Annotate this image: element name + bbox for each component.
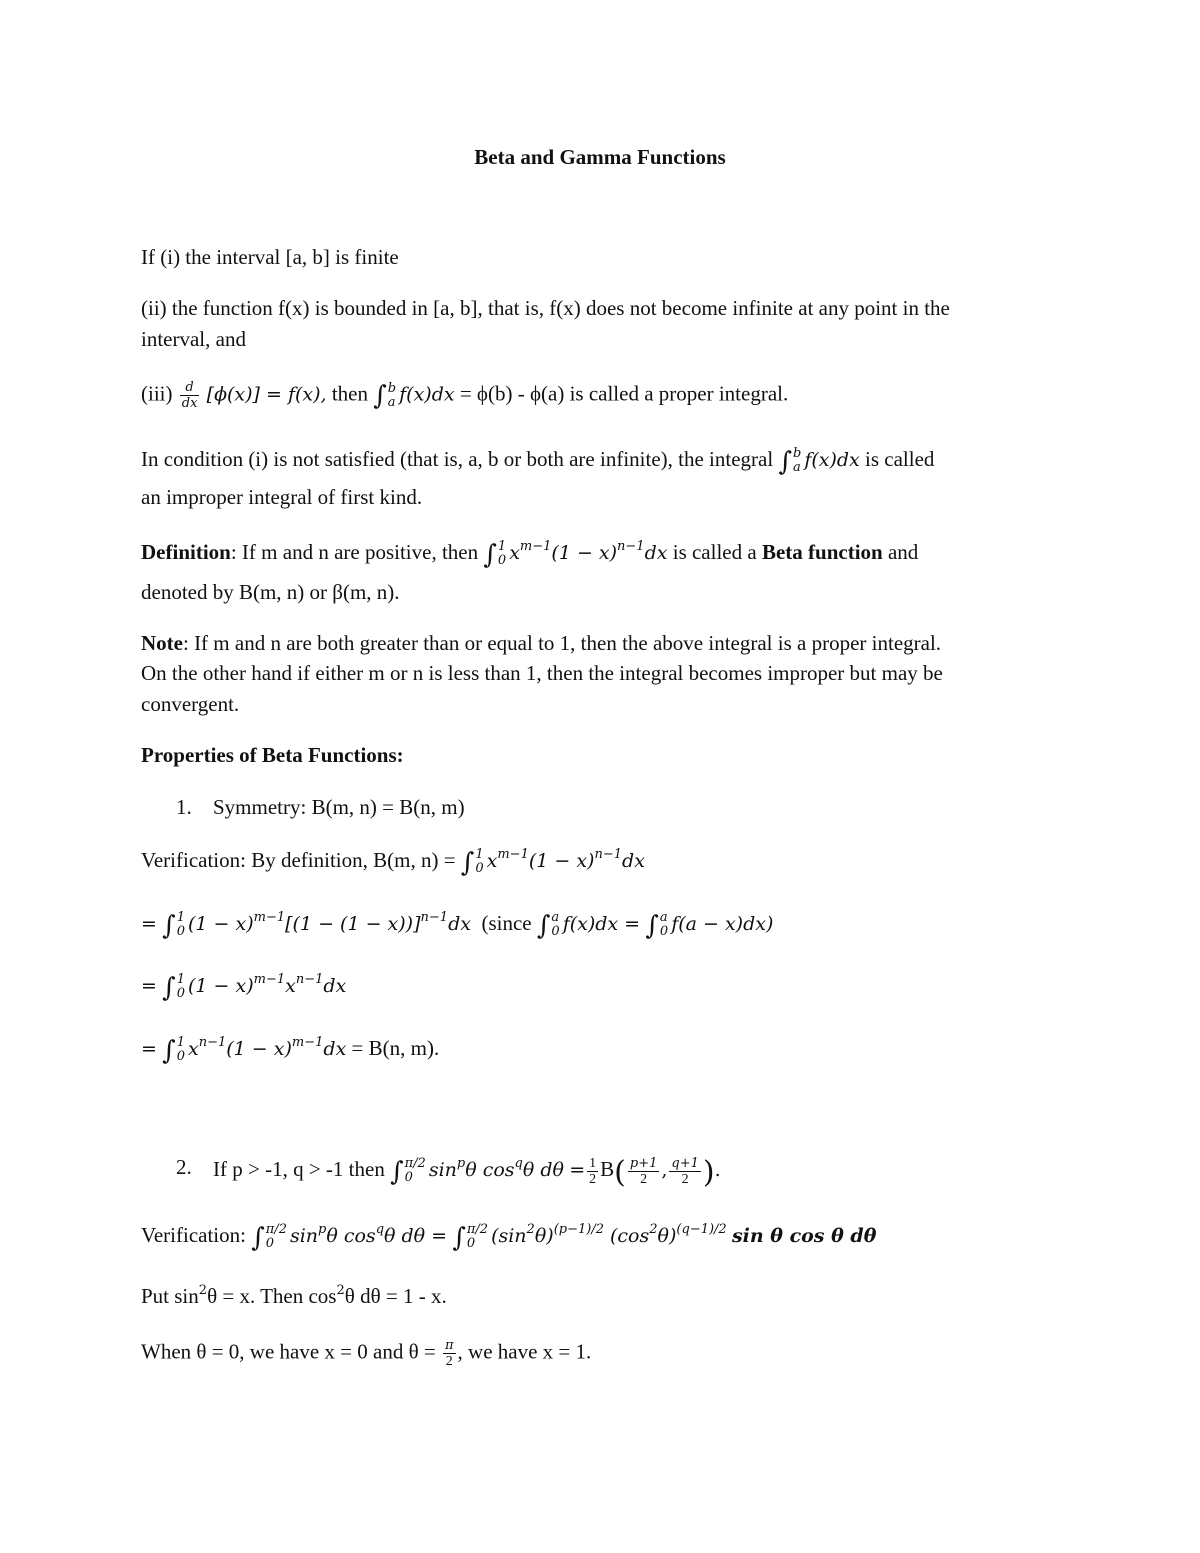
- improper-line2: an improper integral of first kind.: [141, 485, 423, 509]
- integral-sign: ∫: [645, 911, 659, 941]
- condition-i: If (i) the interval [a, b] is finite: [141, 245, 399, 269]
- beta-trig-property: If p > -1, q > -1 then ∫ π/2 0 $\sin^p\theta$ $\cos^q\theta$ dθ = $\frac{1}{2}$ B( $\frac{p+1}{2}$ , $\frac{q+1}{2}$ ).: [213, 1155, 721, 1190]
- list-number-2: 2.: [176, 1155, 192, 1179]
- integral-sign: ∫: [390, 1157, 404, 1187]
- note-line3: convergent.: [141, 692, 240, 716]
- page-title: Beta and Gamma Functions: [474, 145, 726, 169]
- verification1-line3: = ∫ 1 0 $(1 - x)^{m-1}x^{n-1}dx$: [141, 972, 347, 1003]
- definition-line2: denoted by B(m, n) or β(m, n).: [141, 580, 400, 604]
- list-number-1: 1.: [176, 795, 192, 819]
- integral-sign: ∫: [460, 848, 475, 878]
- note-line2: On the other hand if either m or n is less than 1, then the integral becomes improper but may be: [141, 661, 943, 685]
- verification1-line1: Verification: By definition, B(m, n) = ∫ 1 0 $x^{m-1}(1 - x)^{n-1}dx$: [141, 847, 645, 878]
- verification1-line2: = ∫ 1 0 $(1 - x)^{m-1}[(1 - (1 - x))]^{n-1}dx$ (since ∫ a 0 f(x)dx = ∫ a 0 f(a − x)dx): [141, 910, 774, 941]
- condition-iii: (iii) $\frac{d}{dx}$ [ϕ(x)] = f(x), then ∫ b a f(x)dx = ϕ(b) - ϕ(a) is called a proper integral.: [141, 380, 789, 412]
- phi-derivative-expr: [ϕ(x)] = f(x),: [206, 383, 327, 406]
- integral-sign: ∫: [536, 911, 551, 941]
- limits-line: When θ = 0, we have x = 0 and θ = $\frac{\pi}{2}$ , we have x = 1.: [141, 1338, 592, 1369]
- integral-sign: ∫: [778, 447, 792, 477]
- integral-sign: ∫: [162, 911, 176, 941]
- properties-heading: Properties of Beta Functions:: [141, 743, 404, 767]
- note-line1: Note: If m and n are both greater than or equal to 1, then the above integral is a proper integral.: [141, 631, 942, 655]
- verification1-line4: = ∫ 1 0 $x^{n-1}(1 - x)^{m-1}dx = B(n$, m).: [141, 1035, 440, 1066]
- integral-sign: ∫: [483, 540, 497, 570]
- condition-ii-line2: interval, and: [141, 327, 246, 351]
- d-dx-fraction: $\frac{d}{dx}$: [181, 380, 198, 411]
- integral-sign: ∫: [452, 1223, 466, 1253]
- definition-line1: Definition: If m and n are positive, then ∫ 1 0 $x^{m-1}(1 - x)^{n-1}dx$ is called a Beta function and: [141, 539, 919, 570]
- integral-sign: ∫: [162, 973, 176, 1003]
- verification2-line: Verification: ∫ π/2 0 $\sin^p\theta$ $\cos^q\theta$ dθ = ∫ π/2 0 $(\sin^2\theta)^{(p-1)/2}$ $(\cos^2\theta)^{(q-1)/2}$ sin θ cos θ dθ: [141, 1222, 877, 1253]
- substitution-line: Put $\sin^2\theta = x$. Then $\cos^2\theta$ dθ = 1 - x.: [141, 1283, 447, 1308]
- symmetry-property: Symmetry: B(m, n) = B(n, m): [213, 795, 465, 819]
- integral-sign: ∫: [162, 1036, 176, 1066]
- integral-sign: ∫: [251, 1223, 265, 1253]
- improper-line1: In condition (i) is not satisfied (that is, a, b or both are infinite), the integral ∫ b a f(x)dx is called: [141, 446, 935, 477]
- condition-ii-line1: (ii) the function f(x) is bounded in [a, b], that is, f(x) does not become infinite at any point in the: [141, 296, 950, 320]
- integral-sign: ∫: [373, 381, 387, 412]
